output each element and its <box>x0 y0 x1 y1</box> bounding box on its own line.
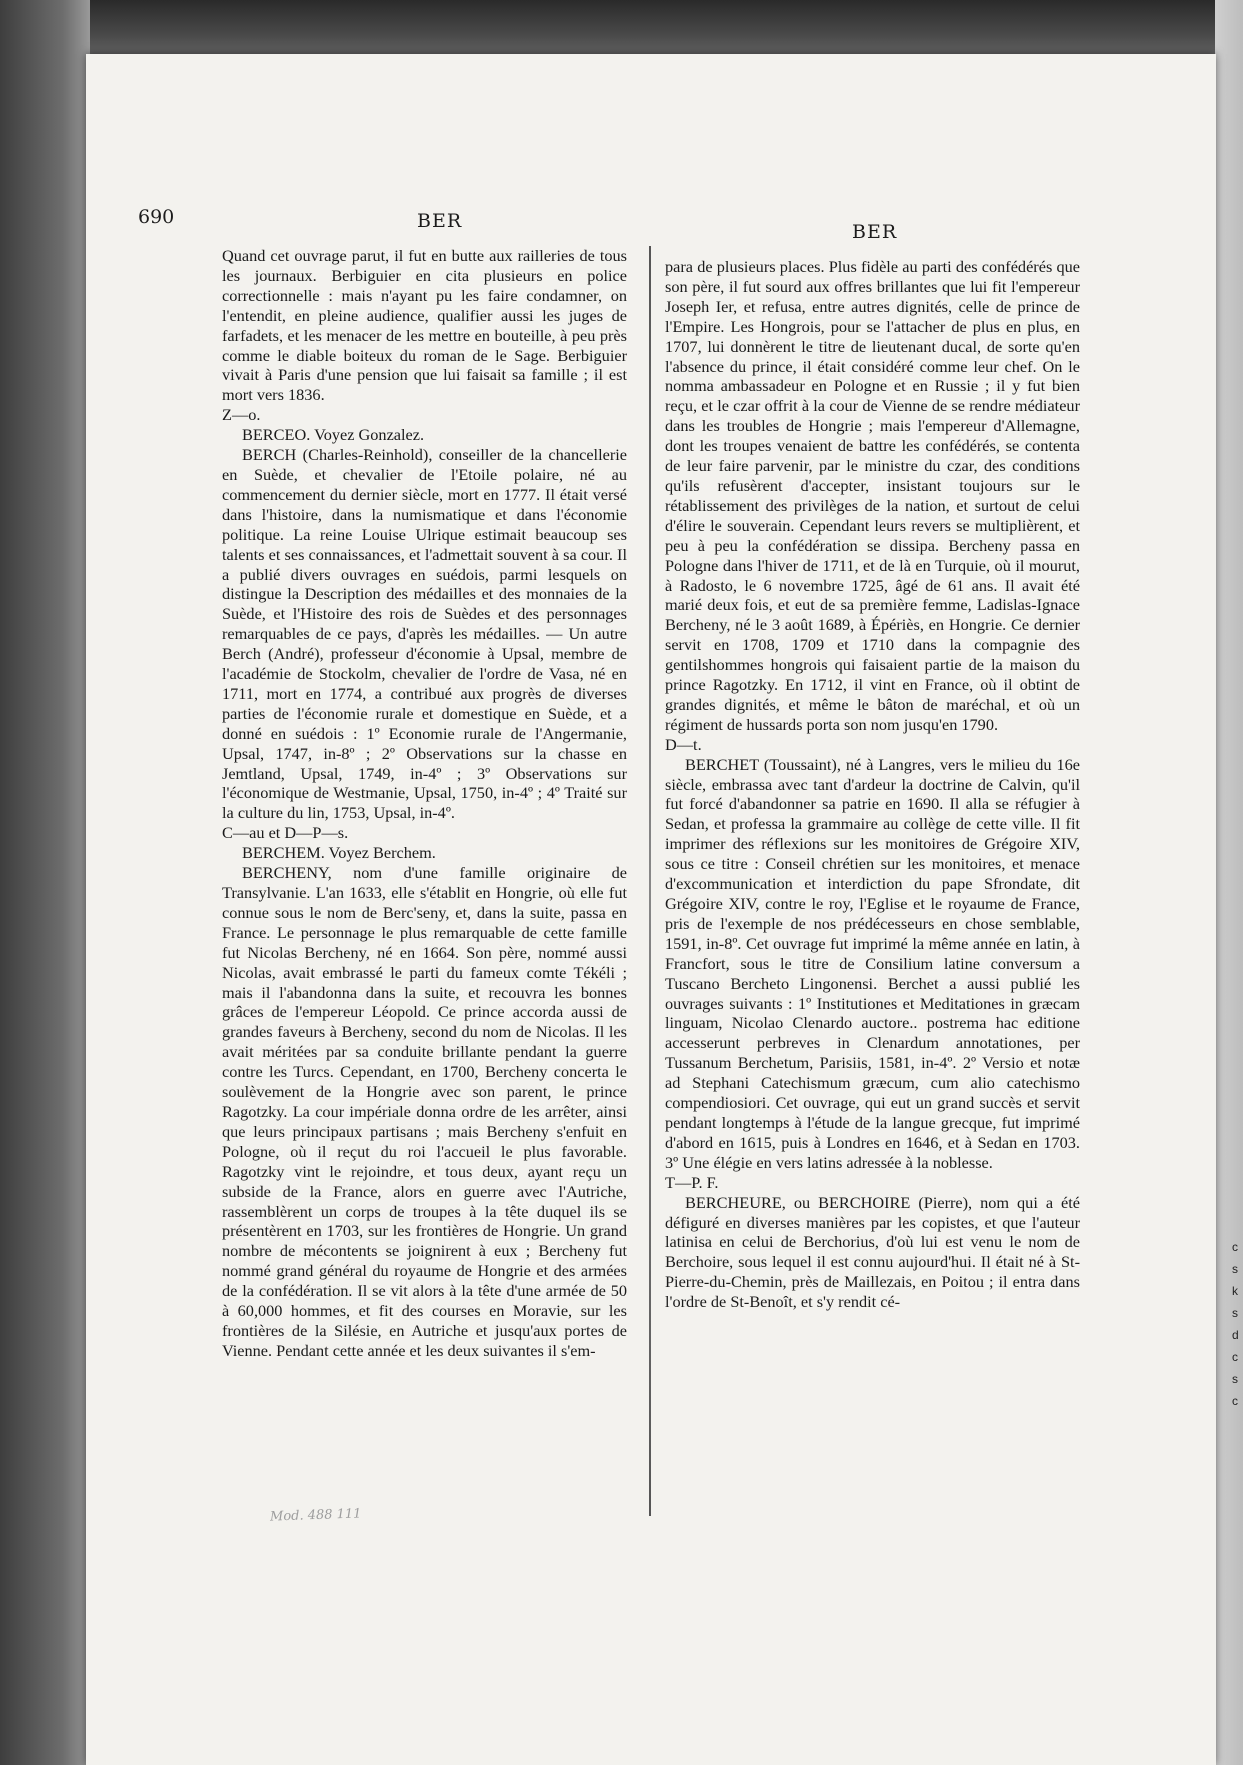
entry-paragraph: BERCHEURE, ou BERCHOIRE (Pierre), nom qui a été défiguré en diverses manières par les copistes, et que l'auteur latinisa en celui de Berchorius, d'où lui est venu le nom de Berchoire, sous lequel il est connu aujourd'hui. Il était né à St-Pierre-du-Chemin, près de Maillezais, en Poitou ; il entra dans l'ordre de St-Benoît, et s'y rendit cé- <box>665 1192 1080 1312</box>
margin-fragments <box>1232 1236 1243 1412</box>
margin-fragment: s <box>1232 1372 1238 1386</box>
margin-fragment: s <box>1232 1306 1238 1320</box>
signature-line: Z—o. <box>222 405 261 425</box>
margin-fragment: k <box>1232 1284 1238 1298</box>
scan-top-shadow <box>0 0 1243 60</box>
signature-line: C—au et D—P—s. <box>222 823 349 843</box>
left-column <box>222 246 627 1361</box>
margin-fragment: s <box>1232 1262 1238 1276</box>
entry-paragraph: BERCHET (Toussaint), né à Langres, vers le milieu du 16e siècle, embrassa avec tant d'ardeur la doctrine de Calvin, qu'il fut forcé d'abandonner sa patrie en 1690. Il alla se réfugier à Sedan, et professa la grammaire au collège de cette ville. Il fit imprimer des réflexions sur les monitoires de Grégoire XIV, sous ce titre : Conseil chrétien sur les monitoires, et menace d'excommunication et interdiction du pape Sfrondate, dit Grégoire XIV, contre le roy, l'Eglise et le royaume de France, pris de l'exemple de nos prédécesseurs en chose semblable, 1591, in-8º. Cet ouvrage fut imprimé la même année en latin, à Francfort, sous le titre de Consilium latine conversum a Tuscano Bercheto Lingonensi. Berchet a aussi publié les ouvrages suivants : 1º Institutiones et Meditationes in græcam linguam, Nicolao Clenardo auctore.. postrema hac editione accesserunt perbreves in Clenardum annotationes, per Tussanum Berchetum, Parisiis, 1581, in-4º. 2º Versio et notæ ad Stephani Catechismum græcum, cum alio catechismo compendiosiori. Cet ouvrage, qui eut un grand succès et servit pendant longtemps à l'étude de la langue grecque, fut imprimé d'abord en 1615, puis à Londres en 1646, et à Sedan en 1703. 3º Une élégie en vers latins adressée à la noblesse. <box>665 754 1080 1172</box>
margin-fragment: c <box>1232 1394 1238 1408</box>
right-column <box>665 257 1080 1312</box>
entry-paragraph: para de plusieurs places. Plus fidèle au parti des confédérés que son père, il fut sourd aux offres brillantes que lui fit l'empereur Joseph Ier, et refusa, entre autres dignités, celle de prince de l'Empire. Les Hongrois, pour se l'attacher de plus en plus, en 1707, lui donnèrent le titre de lieutenant ducal, de sorte qu'en l'absence du prince, il était considéré comme leur chef. On le nomma ambassadeur en Pologne et en Russie ; il y fut bien reçu, et le czar offrit à la cour de Vienne de se rendre médiateur dans les troubles de Hongrie ; mais l'empereur d'Allemagne, dont les troupes venaient de battre les confédérés, se contenta de leur faire parvenir, par le ministre du czar, des conditions qu'ils refusèrent d'accepter, insistant toujours sur le rétablissement des privilèges de la nation, et surtout de celui d'élire le souverain. Cependant leurs revers se multiplièrent, et peu à peu la confédération se dissipa. Bercheny passa en Pologne dans l'hiver de 1711, et de là en Turquie, où il mourut, à Radosto, le 6 novembre 1725, âgé de 61 ans. Il avait été marié deux fois, et eut de sa première femme, Ladislas-Ignace Bercheny, né le 3 août 1689, à Épériès, en Hongrie. Ce dernier servit en 1708, 1709 et 1710 dans la compagnie des gentilshommes hongrois qui faisaient partie de la maison du prince Ragotzky. En 1712, il vint en France, où il obtint de grandes dignités, et même le bâton de maréchal, et où un régiment de hussards porta son nom jusqu'en 1790. <box>665 257 1080 734</box>
signature-line: T—P. F. <box>665 1172 719 1192</box>
signature-line: D—t. <box>665 734 702 754</box>
margin-fragment: c <box>1232 1350 1238 1364</box>
column-divider <box>649 246 651 1516</box>
bleed-through-mark: Mod. 488 111 <box>269 1506 362 1525</box>
entry-paragraph: BERCHEM. Voyez Berchem. <box>242 843 436 863</box>
margin-fragment: d <box>1232 1328 1239 1342</box>
margin-fragment: c <box>1232 1240 1238 1254</box>
running-head-left: BER <box>417 210 463 232</box>
entry-paragraph: BERCHENY, nom d'une famille originaire de Transylvanie. L'an 1633, elle s'établit en Hongrie, où elle fut connue sous le nom de Berc'seny, et, dans la suite, passa en France. Le personnage le plus remarquable de cette famille fut Nicolas Bercheny, né en 1664. Son père, nommé aussi Nicolas, avait embrassé le parti du fameux comte Tékéli ; mais il l'abandonna dans la suite, et recouvra les bonnes grâces de l'empereur Léopold. Ce prince accorda aussi de grandes faveurs à Bercheny, second du nom de Nicolas. Il les avait méritées par sa conduite brillante pendant la guerre contre les Turcs. Cependant, en 1700, Bercheny concerta le soulèvement de la Hongrie avec son parent, le prince Ragotzky. La cour impériale donna ordre de les arrêter, ainsi que leurs principaux partisans ; mais Bercheny s'enfuit en Pologne, où il reçut du roi l'accueil le plus favorable. Ragotzky vint le rejoindre, et tous deux, ayant reçu un subside de la France, alors en guerre avec l'Autriche, rassemblèrent un corps de troupes à la tête duquel ils se présentèrent en 1703, sur les frontières de Hongrie. Un grand nombre de mécontents se joignirent à eux ; Bercheny fut nommé grand général du royaume de Hongrie et des armées de la confédération. Il se vit alors à la tête d'une armée de 50 à 60,000 hommes, et fit des courses en Moravie, sur les frontières de la Silésie, en Autriche et jusqu'aux portes de Vienne. Pendant cette année et les deux suivantes il s'em- <box>222 863 627 1360</box>
running-head-right: BER <box>852 221 898 243</box>
entry-paragraph: Quand cet ouvrage parut, il fut en butte aux railleries de tous les journaux. Berbiguier en cita plusieurs en police correctionnelle : mais n'ayant pu les faire condamner, on l'entendit, en pleine audience, qualifier aussi les juges de farfadets, et les menacer de les mettre en bouteille, à peu près comme le diable boiteux du roman de le Sage. Berbiguier vivait à Paris d'une pension que lui faisait sa famille ; il est mort vers 1836. <box>222 246 627 405</box>
page-number: 690 <box>138 206 175 228</box>
scan-left-edge <box>0 0 90 1765</box>
entry-paragraph: BERCEO. Voyez Gonzalez. <box>242 425 425 445</box>
entry-paragraph: BERCH (Charles-Reinhold), conseiller de la chancellerie en Suède, et chevalier de l'Etoile polaire, né au commencement du dernier siècle, mort en 1777. Il était versé dans l'histoire, dans la numismatique et dans l'économie politique. La reine Louise Ulrique estimait beaucoup ses talents et ses connaissances, et l'admettait souvent à sa cour. Il a publié divers ouvrages en suédois, parmi lesquels on distingue la Description des médailles et des monnaies de la Suède, et l'Histoire des rois de Suèdes et des personnages remarquables de ce pays, d'après les médailles. — Un autre Berch (André), professeur d'économie à Upsal, membre de l'académie de Stockolm, chevalier de l'ordre de Vasa, né en 1711, mort en 1774, a contribué aux progrès de diverses parties de l'économie rurale et domestique en Suède, et a donné en suédois : 1º Economie rurale de l'Angermanie, Upsal, 1747, in-8º ; 2º Observations sur la chasse en Jemtland, Upsal, 1749, in-4º ; 3º Observations sur l'économique de Westmanie, Upsal, 1750, in-4º ; 4º Traité sur la culture du lin, 1753, Upsal, in-4º. <box>222 445 627 823</box>
scan-right-edge <box>1215 0 1243 1765</box>
